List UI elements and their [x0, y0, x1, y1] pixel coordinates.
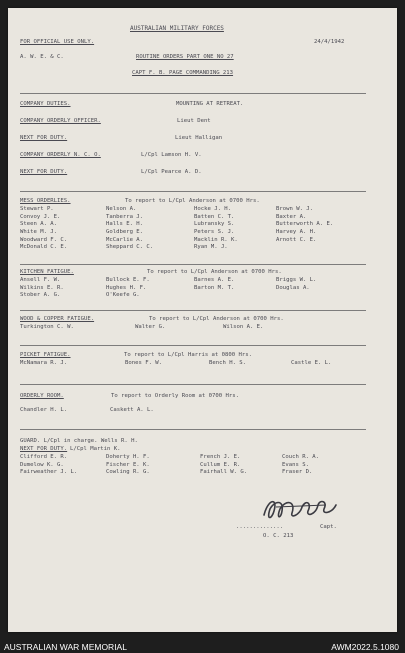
personnel-name: Nelson A.: [106, 206, 137, 212]
personnel-name: O'Keefe G.: [106, 292, 140, 299]
personnel-name: Peters S. J.: [194, 229, 235, 236]
divider: [20, 429, 366, 430]
personnel-name: Harvey A. H.: [276, 229, 317, 236]
personnel-name: McDonald C. E.: [20, 244, 68, 251]
personnel-name: Batten C. T.: [194, 213, 235, 220]
personnel-name: Evans S.: [282, 461, 309, 468]
duty-label: NEXT FOR DUTY.: [20, 135, 68, 141]
personnel-name: Steen A. A.: [20, 221, 58, 228]
official-use-label: FOR OFFICIAL USE ONLY.: [20, 39, 95, 45]
personnel-name: Wilson A. E.: [223, 324, 264, 330]
personnel-name: Goldberg E.: [106, 229, 144, 236]
personnel-name: Caskett A. L.: [110, 407, 154, 413]
orderly-room-label: ORDERLY ROOM.: [20, 393, 64, 399]
duty-value: MOUNTING AT RETREAT.: [176, 101, 244, 107]
wood-instruction: To report to L/Cpl Anderson at 0700 Hrs.: [149, 316, 284, 322]
guard-line: GUARD. L/Cpl in charge. Wells R. H.: [20, 438, 138, 444]
mess-instruction: To report to L/Cpl Anderson at 0700 Hrs.: [125, 198, 260, 204]
personnel-name: Clifford E. R.: [20, 454, 68, 460]
personnel-name: Halls E. H.: [106, 221, 144, 228]
footer-accession: AWM2022.5.1080: [331, 642, 399, 652]
personnel-name: Hughes H. F.: [106, 284, 147, 291]
personnel-name: Stober A. G.: [20, 292, 61, 299]
duty-label: NEXT FOR DUTY.: [20, 169, 68, 175]
personnel-name: Sheppard C. C.: [106, 244, 154, 251]
signature-image: [256, 493, 346, 527]
commanding-officer: CAPT F. B. PAGE COMMANDING 213: [132, 70, 234, 76]
duty-value: L/Cpl Lamson H. V.: [141, 152, 202, 158]
personnel-name: Briggs W. L.: [276, 277, 317, 283]
kitchen-fatigue-list: [20, 278, 386, 301]
personnel-name: Fairweather J. L.: [20, 469, 78, 476]
picket-instruction: To report to L/Cpl Harris at 0800 Hrs.: [124, 352, 252, 358]
personnel-name: Castle E. L.: [291, 360, 332, 366]
personnel-name: White M. J.: [20, 229, 58, 236]
divider: [20, 345, 366, 346]
document-page: [8, 8, 397, 632]
duty-value: Lieut Dent: [177, 118, 211, 124]
wood-copper-list: [20, 325, 333, 340]
personnel-name: Cullum E. R.: [200, 461, 241, 468]
personnel-name: Ansell F. W.: [20, 277, 61, 283]
personnel-name: Arnott C. E.: [276, 236, 317, 243]
unit-name: A. W. E. & C.: [20, 54, 64, 60]
divider: [20, 384, 366, 385]
personnel-name: Macklin R. K.: [194, 236, 238, 243]
divider: [20, 310, 366, 311]
personnel-name: [110, 416, 220, 424]
duty-value: L/Cpl Pearce A. D.: [141, 169, 202, 175]
personnel-name: Dumelow K. G.: [20, 461, 64, 468]
orderly-instruction: To report to Orderly Room at 0700 Hrs.: [111, 393, 239, 399]
duty-label: COMPANY ORDERLY N. C. O.: [20, 152, 101, 158]
picket-fatigue-list: [20, 361, 401, 369]
kitchen-fatigue-label: KITCHEN FATIGUE.: [20, 269, 74, 275]
duty-label: COMPANY ORDERLY OFFICER.: [20, 118, 101, 124]
personnel-name: Convoy J. E.: [20, 213, 61, 220]
personnel-name: Couch R. A.: [282, 454, 320, 460]
personnel-name: Woodward F. C.: [20, 236, 68, 243]
personnel-name: Doherty H. F.: [106, 454, 150, 460]
personnel-name: French J. E.: [200, 454, 241, 460]
personnel-name: Brown W. J.: [276, 206, 314, 212]
personnel-name: Barnes A. E.: [194, 277, 235, 283]
personnel-name: Butterworth A. E.: [276, 221, 334, 228]
personnel-name: Chandler H. L.: [20, 407, 68, 413]
personnel-name: Stewart P.: [20, 206, 54, 212]
personnel-name: [276, 245, 386, 253]
capt-label: Capt.: [320, 524, 337, 530]
kitchen-instruction: To report to L/Cpl Anderson at 0700 Hrs.: [147, 269, 282, 275]
routine-orders-title: ROUTINE ORDERS PART ONE NO 27: [136, 54, 234, 60]
wood-copper-label: WOOD & COPPER FATIGUE.: [20, 316, 95, 322]
mess-orderlies-label: MESS ORDERLIES.: [20, 198, 71, 204]
guard-next-value: L/Cpl Martin K.: [70, 446, 121, 452]
personnel-name: Cowling R. G.: [106, 469, 150, 476]
order-date: 24/4/1942: [314, 39, 345, 45]
personnel-name: [194, 293, 276, 301]
personnel-name: McCarlie A.: [106, 236, 144, 243]
duty-value: Lieut Halligan: [175, 135, 223, 141]
personnel-name: Fraser D.: [282, 469, 313, 476]
personnel-name: Bullock E. F.: [106, 277, 150, 283]
divider: [20, 191, 366, 192]
personnel-name: Bones F. W.: [125, 360, 163, 366]
personnel-name: [20, 333, 135, 341]
personnel-name: [20, 416, 110, 424]
personnel-name: Wilkins E. R.: [20, 284, 64, 291]
org-heading: AUSTRALIAN MILITARY FORCES: [130, 25, 224, 32]
signature-dots: ..............: [236, 524, 284, 530]
personnel-name: Douglas A.: [276, 284, 310, 291]
personnel-name: Baxter A.: [276, 213, 307, 220]
picket-fatigue-label: PICKET FATIGUE.: [20, 352, 71, 358]
divider: [20, 93, 366, 94]
oc-label: O. C. 213: [263, 533, 294, 539]
guard-next-label: NEXT FOR DUTY.: [20, 446, 68, 452]
footer-source: AUSTRALIAN WAR MEMORIAL: [4, 642, 127, 652]
personnel-name: Turkington C. W.: [20, 324, 74, 330]
guard-list: [20, 455, 392, 478]
personnel-name: [276, 293, 386, 301]
personnel-name: Walter G.: [135, 324, 166, 330]
personnel-name: Hocke J. H.: [194, 206, 232, 212]
personnel-name: Fischer E. K.: [106, 461, 150, 468]
personnel-name: Bench H. S.: [209, 360, 247, 366]
personnel-name: McNamara R. J.: [20, 360, 68, 366]
personnel-name: Ryan M. J.: [194, 244, 228, 251]
personnel-name: Barton M. T.: [194, 284, 235, 291]
personnel-name: Fairhall W. G.: [200, 469, 248, 476]
personnel-name: Tanberra J.: [106, 213, 144, 220]
divider: [20, 264, 366, 265]
mess-orderlies-list: [20, 207, 386, 253]
orderly-room-list: [20, 408, 220, 423]
duty-label: COMPANY DUTIES.: [20, 101, 71, 107]
footer-bar: [0, 640, 405, 653]
personnel-name: Lubransky S.: [194, 221, 235, 228]
